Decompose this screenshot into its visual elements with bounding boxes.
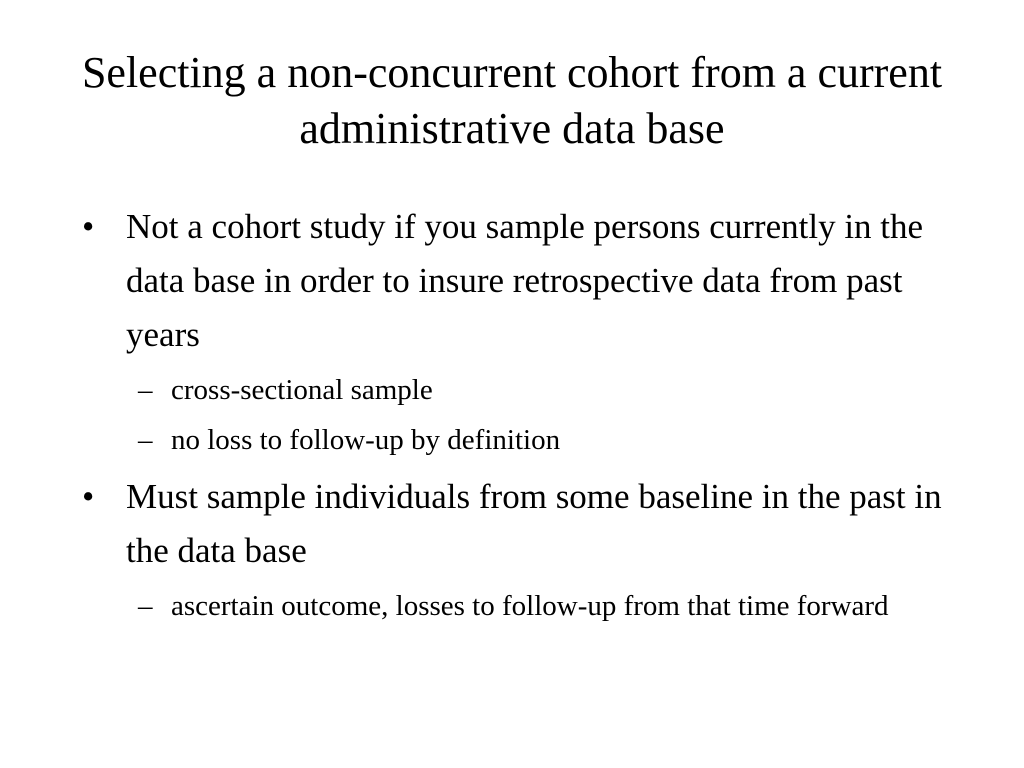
subbullet-marker: – bbox=[138, 374, 153, 406]
slide-title: Selecting a non-concurrent cohort from a current administrative data base bbox=[81, 48, 943, 153]
subbullet-item bbox=[82, 368, 962, 412]
bullet-item bbox=[82, 470, 962, 578]
subbullet-text: ascertain outcome, losses to follow-up from that time forward bbox=[171, 590, 889, 622]
subbullet-item bbox=[82, 418, 962, 462]
subbullet-item bbox=[82, 584, 962, 628]
subbullet-marker: – bbox=[138, 590, 153, 622]
bullet-text: Must sample individuals from some baseline in the past in the data base bbox=[126, 477, 942, 570]
bullet-marker: • bbox=[82, 477, 95, 516]
subbullet-text: cross-sectional sample bbox=[171, 374, 433, 406]
bullet-text: Not a cohort study if you sample persons currently in the data base in order to insure retrospective data from past years bbox=[126, 207, 924, 354]
bullet-item bbox=[82, 200, 962, 362]
bullet-marker: • bbox=[82, 207, 95, 246]
subbullet-text: no loss to follow-up by definition bbox=[171, 424, 561, 456]
bullet-list bbox=[82, 200, 962, 628]
subbullet-marker: – bbox=[138, 424, 153, 456]
